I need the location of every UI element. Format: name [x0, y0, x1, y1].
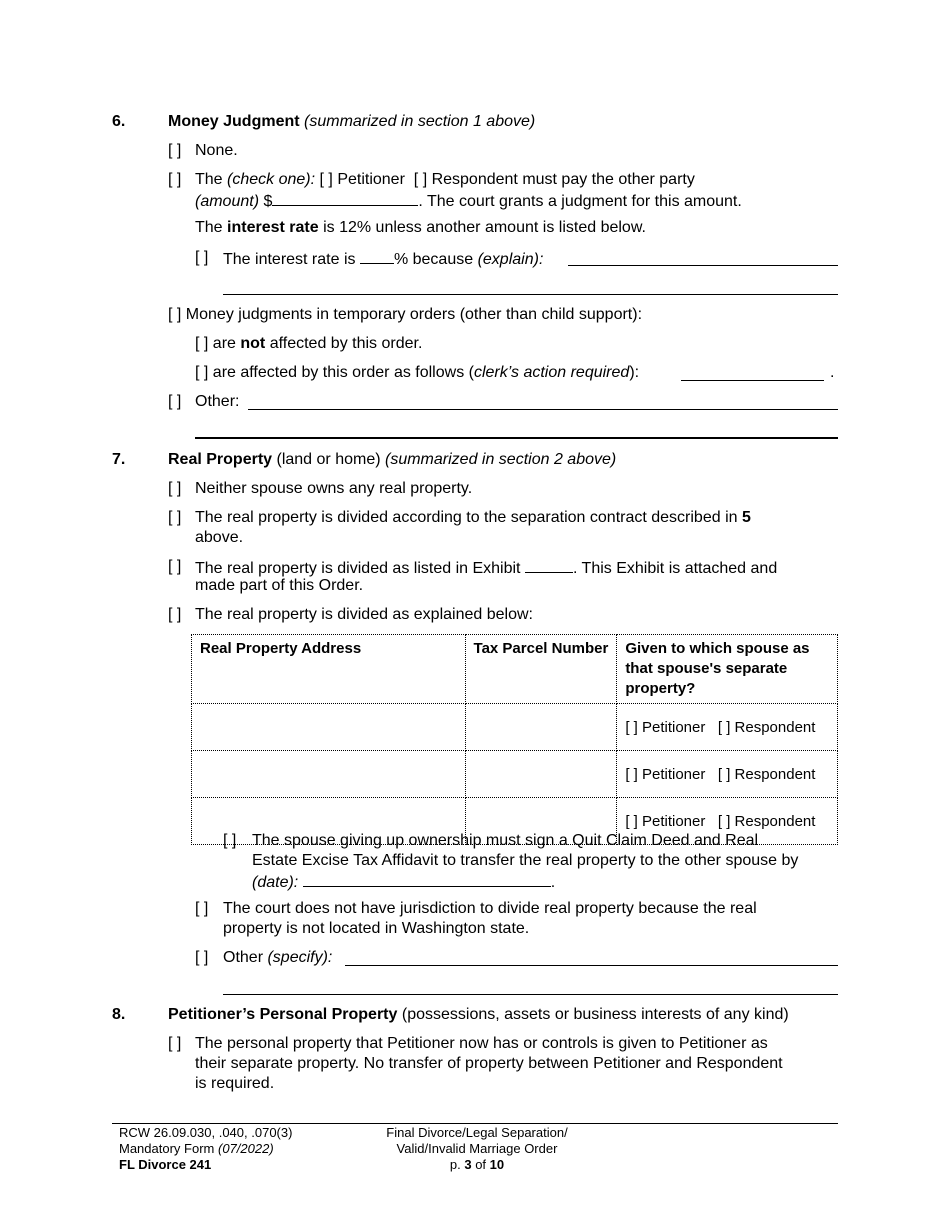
- explain-field-line-1[interactable]: [568, 265, 838, 266]
- judgment-amount-label: (amount): [195, 193, 260, 210]
- personal-property-line-3: is required.: [195, 1075, 275, 1092]
- checkbox-judgment-petitioner[interactable]: [ ] Petitioner: [319, 171, 405, 188]
- header-address: Real Property Address: [192, 635, 466, 704]
- other-6-field-line-1[interactable]: [248, 409, 838, 410]
- quit-claim-period: .: [550, 874, 556, 891]
- footer-mandatory-date: (07/2022): [218, 1141, 274, 1156]
- quit-claim-line-3: [252, 871, 555, 893]
- affected-c: ):: [629, 364, 640, 381]
- judgment-line-2: [195, 190, 742, 212]
- section-6-note: (summarized in section 1 above): [304, 113, 536, 130]
- exhibit-field[interactable]: [525, 557, 573, 573]
- header-given-to: Given to which spouse as that spouse's separate property?: [617, 635, 838, 704]
- address-cell[interactable]: [192, 751, 466, 798]
- rate2-text: The interest rate is: [223, 251, 356, 268]
- footer-mandatory-a: Mandatory Form: [119, 1141, 215, 1156]
- affected-line: [195, 363, 639, 383]
- section-8-title-plain: (possessions, assets or business interests of any kind): [401, 1006, 789, 1023]
- affected-period: .: [830, 364, 835, 381]
- other-7-label: [223, 948, 332, 968]
- checkbox-none[interactable]: [ ]: [168, 142, 182, 159]
- section-7-heading: [168, 450, 616, 470]
- footer-form-id: FL Divorce 241: [119, 1157, 212, 1172]
- section-6-title: Money Judgment: [168, 113, 300, 130]
- no-jurisdiction-line-2: property is not located in Washington state.: [223, 920, 530, 937]
- exhibit-line-2: made part of this Order.: [195, 577, 364, 594]
- table-row: [192, 704, 838, 751]
- checkbox-separation-contract[interactable]: [ ]: [168, 509, 182, 526]
- rate2-explain: (explain):: [477, 251, 544, 268]
- explain-field-line-2[interactable]: [223, 294, 838, 295]
- rate-the: The: [195, 219, 223, 236]
- exhibit-text-a: The real property is divided as listed in Exhibit: [195, 560, 521, 577]
- checkbox-row-respondent[interactable]: [ ] Respondent: [717, 812, 816, 830]
- footer-page-p: p.: [449, 1157, 461, 1172]
- judgment-check-one: (check one):: [227, 171, 316, 188]
- section-7-number: 7.: [112, 451, 126, 468]
- checkbox-no-real-property[interactable]: [ ]: [168, 480, 182, 497]
- section-7-title: Real Property: [168, 451, 273, 468]
- sep-contract-section: 5: [741, 509, 751, 526]
- checkbox-affected[interactable]: [ ]: [195, 364, 209, 381]
- explained-below-label: The real property is divided as explained below:: [195, 606, 533, 623]
- judgment-grant-text: . The court grants a judgment for this amount.: [418, 193, 742, 210]
- personal-property-line-2: their separate property. No transfer of property between Petitioner and Respondent: [195, 1055, 783, 1072]
- parcel-cell[interactable]: [465, 751, 617, 798]
- footer-page: [352, 1157, 602, 1173]
- checkbox-row-respondent[interactable]: [ ] Respondent: [717, 765, 816, 783]
- checkbox-judgment[interactable]: [ ]: [168, 171, 182, 188]
- table-header-row: [192, 635, 838, 704]
- checkbox-temporary-orders[interactable]: [ ]: [168, 306, 182, 323]
- checkbox-explained-below[interactable]: [ ]: [168, 606, 182, 623]
- real-property-table: [191, 634, 838, 845]
- not-affected-c: affected by this order.: [269, 335, 423, 352]
- separation-contract-line-1: [195, 508, 751, 528]
- judgment-line-1: [195, 170, 695, 190]
- other-7-specify: (specify):: [267, 949, 333, 966]
- footer-page-number: 3: [464, 1157, 472, 1172]
- checkbox-judgment-respondent[interactable]: [ ] Respondent must pay the other party: [413, 171, 695, 188]
- checkbox-row-respondent[interactable]: [ ] Respondent: [717, 718, 816, 736]
- checkbox-not-affected[interactable]: [ ]: [195, 335, 209, 352]
- rate-bold: interest rate: [227, 219, 319, 236]
- section-6-number: 6.: [112, 113, 126, 130]
- exhibit-text-b: . This Exhibit is attached and: [572, 560, 778, 577]
- affected-field[interactable]: [681, 380, 824, 381]
- checkbox-exhibit[interactable]: [ ]: [168, 558, 182, 575]
- section-8-title: Petitioner’s Personal Property: [168, 1006, 398, 1023]
- spouse-cell: [617, 704, 838, 751]
- other-7-field-line-1[interactable]: [345, 965, 838, 966]
- footer-rcw: RCW 26.09.030, .040, .070(3): [119, 1125, 293, 1140]
- interest-rate-statement: [195, 218, 646, 238]
- other-6-field-line-2[interactable]: [195, 437, 838, 439]
- quit-claim-date-label: (date):: [252, 874, 299, 891]
- other-7-text: Other: [223, 949, 264, 966]
- quit-claim-line-2: Estate Excise Tax Affidavit to transfer the real property to the other spouse by: [252, 852, 799, 869]
- spouse-cell: [617, 751, 838, 798]
- separation-contract-line-2: above.: [195, 529, 244, 546]
- not-affected-a: are: [212, 335, 236, 352]
- interest-percent-field[interactable]: [360, 248, 394, 264]
- section-7-note: (summarized in section 2 above): [385, 451, 617, 468]
- quit-claim-date-field[interactable]: [303, 871, 551, 887]
- not-affected-bold: not: [240, 335, 266, 352]
- personal-property-line-1: The personal property that Petitioner now has or controls is given to Petitioner as: [195, 1035, 768, 1052]
- other-7-field-line-2[interactable]: [223, 994, 838, 995]
- section-8-number: 8.: [112, 1006, 126, 1023]
- none-label: None.: [195, 142, 238, 159]
- footer-page-total: 10: [489, 1157, 505, 1172]
- footer-center: [352, 1125, 602, 1173]
- checkbox-row-petitioner[interactable]: [ ] Petitioner: [625, 765, 706, 783]
- not-affected-line: [195, 334, 422, 354]
- affected-a: are affected by this order as follows (: [212, 364, 474, 381]
- other-6-label: Other:: [195, 393, 240, 410]
- section-8-heading: [168, 1005, 789, 1025]
- quit-claim-line-1: The spouse giving up ownership must sign a Quit Claim Deed and Real: [252, 832, 759, 849]
- footer-left: [119, 1125, 292, 1173]
- temporary-orders-line: [168, 305, 642, 325]
- checkbox-row-petitioner[interactable]: [ ] Petitioner: [625, 812, 706, 830]
- table-row: [192, 751, 838, 798]
- dollar-sign: $: [263, 193, 273, 210]
- footer-title-1: Final Divorce/Legal Separation/: [386, 1125, 568, 1140]
- section-7-title-plain: (land or home): [276, 451, 381, 468]
- footer-page-of: of: [475, 1157, 487, 1172]
- parcel-cell[interactable]: [465, 704, 617, 751]
- no-jurisdiction-line-1: The court does not have jurisdiction to divide real property because the real: [223, 900, 757, 917]
- affected-clerk: clerk’s action required: [473, 364, 630, 381]
- interest-rate-line: [223, 248, 543, 270]
- checkbox-row-petitioner[interactable]: [ ] Petitioner: [625, 718, 706, 736]
- rate2-pct: % because: [393, 251, 474, 268]
- amount-field[interactable]: [272, 190, 418, 206]
- sep-contract-text: The real property is divided according to the separation contract described in: [195, 509, 738, 526]
- header-parcel: Tax Parcel Number: [465, 635, 617, 704]
- footer-divider: [112, 1123, 838, 1124]
- checkbox-other-7[interactable]: [ ]: [195, 949, 209, 966]
- address-cell[interactable]: [192, 704, 466, 751]
- footer-title-2: Valid/Invalid Marriage Order: [396, 1141, 558, 1156]
- checkbox-personal-property[interactable]: [ ]: [168, 1035, 182, 1052]
- checkbox-quit-claim[interactable]: [ ]: [223, 832, 237, 849]
- checkbox-other-6[interactable]: [ ]: [168, 393, 182, 410]
- checkbox-no-jurisdiction[interactable]: [ ]: [195, 900, 209, 917]
- judgment-the: The: [195, 171, 223, 188]
- temporary-orders-text: Money judgments in temporary orders (other than child support):: [185, 306, 643, 323]
- section-6-heading: [168, 112, 535, 132]
- rate-rest: is 12% unless another amount is listed below.: [323, 219, 646, 236]
- footer-mandatory: [119, 1141, 292, 1157]
- no-real-property-label: Neither spouse owns any real property.: [195, 480, 473, 497]
- checkbox-interest-rate[interactable]: [ ]: [195, 249, 209, 266]
